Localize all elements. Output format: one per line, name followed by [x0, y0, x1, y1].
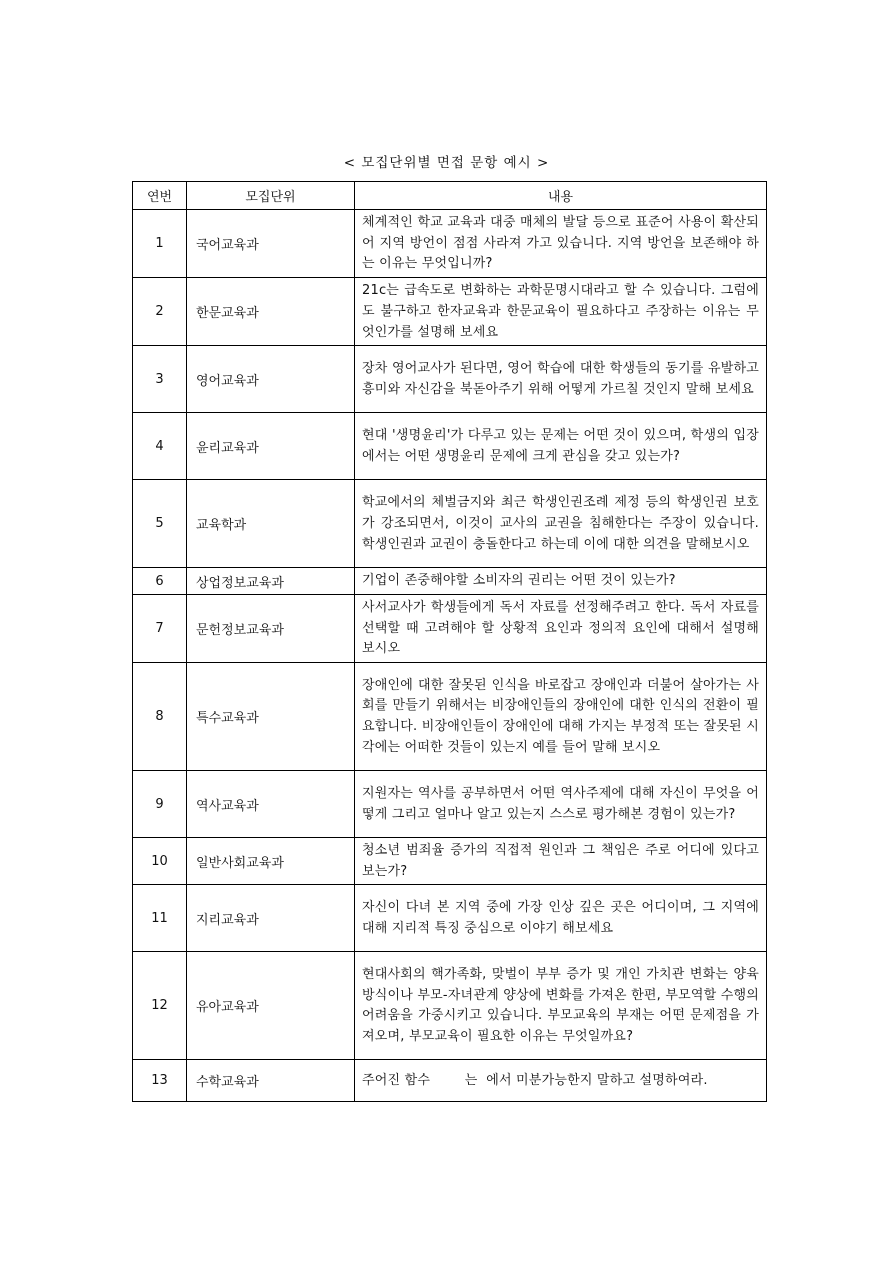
row-question: 현대사회의 핵가족화, 맞벌이 부부 증가 및 개인 가치관 변화는 양육방식이나 부모-자녀관계 양상에 변화를 가져온 한편, 부모역할 수행의 어려움을 가중시키고 있습니다. 부모교육의 부재는 어떤 문제점을 가져오며, 부모교육이 필요한 이유는 무엇일까요? [355, 952, 767, 1060]
document-title: < 모집단위별 면접 문항 예시 > [343, 155, 550, 171]
table-header-row [133, 182, 767, 210]
row-unit: 윤리교육과 [187, 413, 355, 480]
row-question: 장애인에 대한 잘못된 인식을 바로잡고 장애인과 더불어 살아가는 사회를 만들기 위해서는 비장애인들의 장애인에 대한 인식의 전환이 필요합니다. 비장애인들이 장애인에 대해 가지는 부정적 또는 잘못된 시각에는 어떠한 것들이 있는지 예를 들어 말해 보시오 [355, 663, 767, 771]
table-row [133, 568, 767, 595]
row-number: 7 [133, 594, 187, 662]
row-question: 기업이 존중해야할 소비자의 권리는 어떤 것이 있는가? [355, 568, 767, 595]
row-question: 지원자는 역사를 공부하면서 어떤 역사주제에 대해 자신이 무엇을 어떻게 그리고 얼마나 알고 있는지 스스로 평가해본 경험이 있는가? [355, 771, 767, 838]
header-no: 연번 [133, 182, 187, 210]
table-row [133, 210, 767, 278]
row-question: 학교에서의 체벌금지와 최근 학생인권조례 제정 등의 학생인권 보호가 강조되면서, 이것이 교사의 교권을 침해한다는 주장이 있습니다. 학생인권과 교권이 충돌한다고 하는데 이에 대한 의견을 말해보시오 [355, 480, 767, 568]
table-row [133, 771, 767, 838]
row-number: 12 [133, 952, 187, 1060]
row-unit: 국어교육과 [187, 210, 355, 278]
table-row [133, 413, 767, 480]
row-unit: 유아교육과 [187, 952, 355, 1060]
row-question: 21c는 급속도로 변화하는 과학문명시대라고 할 수 있습니다. 그럼에도 불구하고 한자교육과 한문교육이 필요하다고 주장하는 이유는 무엇인가를 설명해 보세요 [355, 278, 767, 346]
header-unit: 모집단위 [187, 182, 355, 210]
row-unit: 수학교육과 [187, 1060, 355, 1102]
row-unit: 상업정보교육과 [187, 568, 355, 595]
table-row [133, 952, 767, 1060]
row-number: 8 [133, 663, 187, 771]
row-number: 2 [133, 278, 187, 346]
row-unit: 특수교육과 [187, 663, 355, 771]
row-number: 11 [133, 885, 187, 952]
row-question: 주어진 함수 는 에서 미분가능한지 말하고 설명하여라. [355, 1060, 767, 1102]
table-row [133, 480, 767, 568]
row-question: 장차 영어교사가 된다면, 영어 학습에 대한 학생들의 동기를 유발하고 흥미와 자신감을 북돋아주기 위해 어떻게 가르칠 것인지 말해 보세요 [355, 346, 767, 413]
header-content: 내용 [355, 182, 767, 210]
row-unit: 일반사회교육과 [187, 838, 355, 885]
row-number: 1 [133, 210, 187, 278]
interview-questions-table [132, 181, 767, 1102]
table-row [133, 838, 767, 885]
table-row [133, 885, 767, 952]
table-row [133, 663, 767, 771]
row-question: 사서교사가 학생들에게 독서 자료를 선정해주려고 한다. 독서 자료를 선택할 때 고려해야 할 상황적 요인과 정의적 요인에 대해서 설명해 보시오 [355, 594, 767, 662]
table-row [133, 346, 767, 413]
table-row [133, 594, 767, 662]
row-number: 3 [133, 346, 187, 413]
row-number: 13 [133, 1060, 187, 1102]
row-unit: 지리교육과 [187, 885, 355, 952]
row-unit: 역사교육과 [187, 771, 355, 838]
row-number: 5 [133, 480, 187, 568]
row-number: 6 [133, 568, 187, 595]
row-number: 4 [133, 413, 187, 480]
row-unit: 교육학과 [187, 480, 355, 568]
row-question: 현대 '생명윤리'가 다루고 있는 문제는 어떤 것이 있으며, 학생의 입장에서는 어떤 생명윤리 문제에 크게 관심을 갖고 있는가? [355, 413, 767, 480]
row-number: 9 [133, 771, 187, 838]
row-unit: 한문교육과 [187, 278, 355, 346]
row-number: 10 [133, 838, 187, 885]
table-row [133, 1060, 767, 1102]
row-unit: 영어교육과 [187, 346, 355, 413]
row-question: 체계적인 학교 교육과 대중 매체의 발달 등으로 표준어 사용이 확산되어 지역 방언이 점점 사라져 가고 있습니다. 지역 방언을 보존해야 하는 이유는 무엇입니까? [355, 210, 767, 278]
row-question: 청소년 범죄율 증가의 직접적 원인과 그 책임은 주로 어디에 있다고 보는가? [355, 838, 767, 885]
table-row [133, 278, 767, 346]
row-question: 자신이 다녀 본 지역 중에 가장 인상 깊은 곳은 어디이며, 그 지역에 대해 지리적 특징 중심으로 이야기 해보세요 [355, 885, 767, 952]
row-unit: 문헌정보교육과 [187, 594, 355, 662]
